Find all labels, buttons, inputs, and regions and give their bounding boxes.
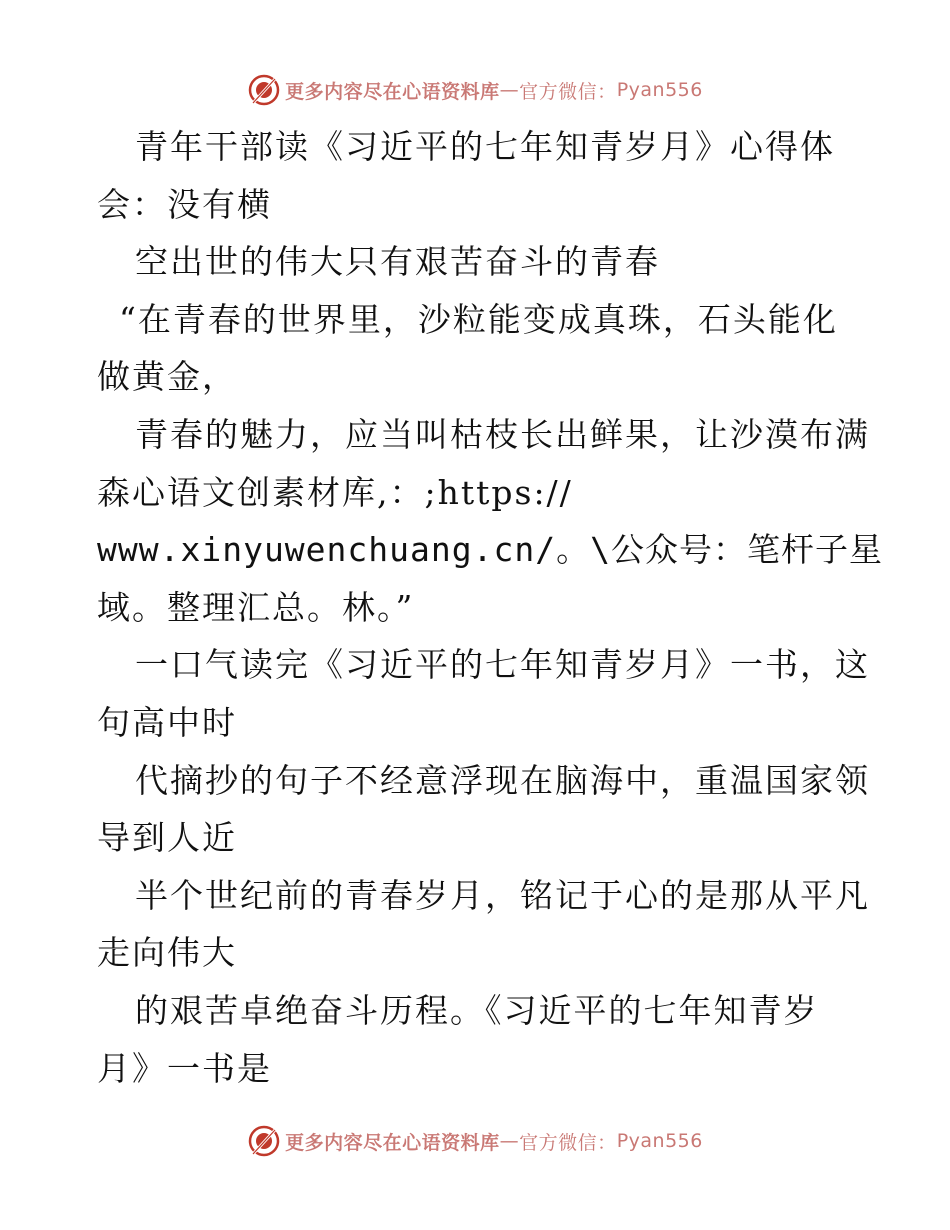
text-line: 月》一书是 — [97, 1048, 272, 1088]
text-line: 青春的魅力，应当叫枯枝长出鲜果，让沙漠布满 — [135, 414, 870, 454]
text-line: 域。整理汇总。林。” — [97, 587, 415, 627]
text-line: 一口气读完《习近平的七年知青岁月》一书，这 — [135, 645, 870, 685]
text-line: 森心语文创素材库,：;https:// — [97, 472, 573, 512]
text-line: 会：没有横 — [97, 184, 272, 224]
banner-wechat-label: 官方微信： — [519, 1131, 617, 1154]
text-line: 青年干部读《习近平的七年知青岁月》心得体 — [135, 127, 835, 166]
text-line: “在青春的世界里，沙粒能变成真珠，石头能化 — [119, 299, 838, 339]
banner-main-text: 更多内容尽在心语资料库 — [285, 1131, 500, 1154]
header-banner — [0, 72, 950, 108]
text-line: 半个世纪前的青春岁月，铭记于心的是那从平凡 — [135, 875, 870, 915]
document-body — [97, 118, 887, 1097]
text-line: 代摘抄的句子不经意浮现在脑海中，重温国家领 — [135, 760, 870, 800]
banner-separator: — — [499, 79, 520, 101]
banner-wechat-id: Pyan556 — [616, 1130, 703, 1152]
footer-banner — [0, 1123, 950, 1159]
banner-separator: — — [499, 1130, 520, 1152]
text-line: 空出世的伟大只有艰苦奋斗的青春 — [135, 242, 660, 282]
text-line: 的艰苦卓绝奋斗历程。《习近平的七年知青岁 — [135, 990, 819, 1030]
banner-wechat-id: Pyan556 — [616, 79, 703, 101]
text-line: 做黄金， — [97, 357, 237, 397]
text-line: www.xinyuwenchuang.cn/。\公众号：笔杆子星 — [97, 530, 883, 570]
quill-logo-icon — [247, 1124, 281, 1158]
text-line: 走向伟大 — [97, 933, 237, 973]
text-line: 句高中时 — [97, 702, 237, 742]
banner-main-text: 更多内容尽在心语资料库 — [285, 80, 500, 103]
banner-wechat-label: 官方微信： — [519, 80, 617, 103]
quill-logo-icon — [247, 73, 281, 107]
text-line: 导到人近 — [97, 818, 237, 858]
